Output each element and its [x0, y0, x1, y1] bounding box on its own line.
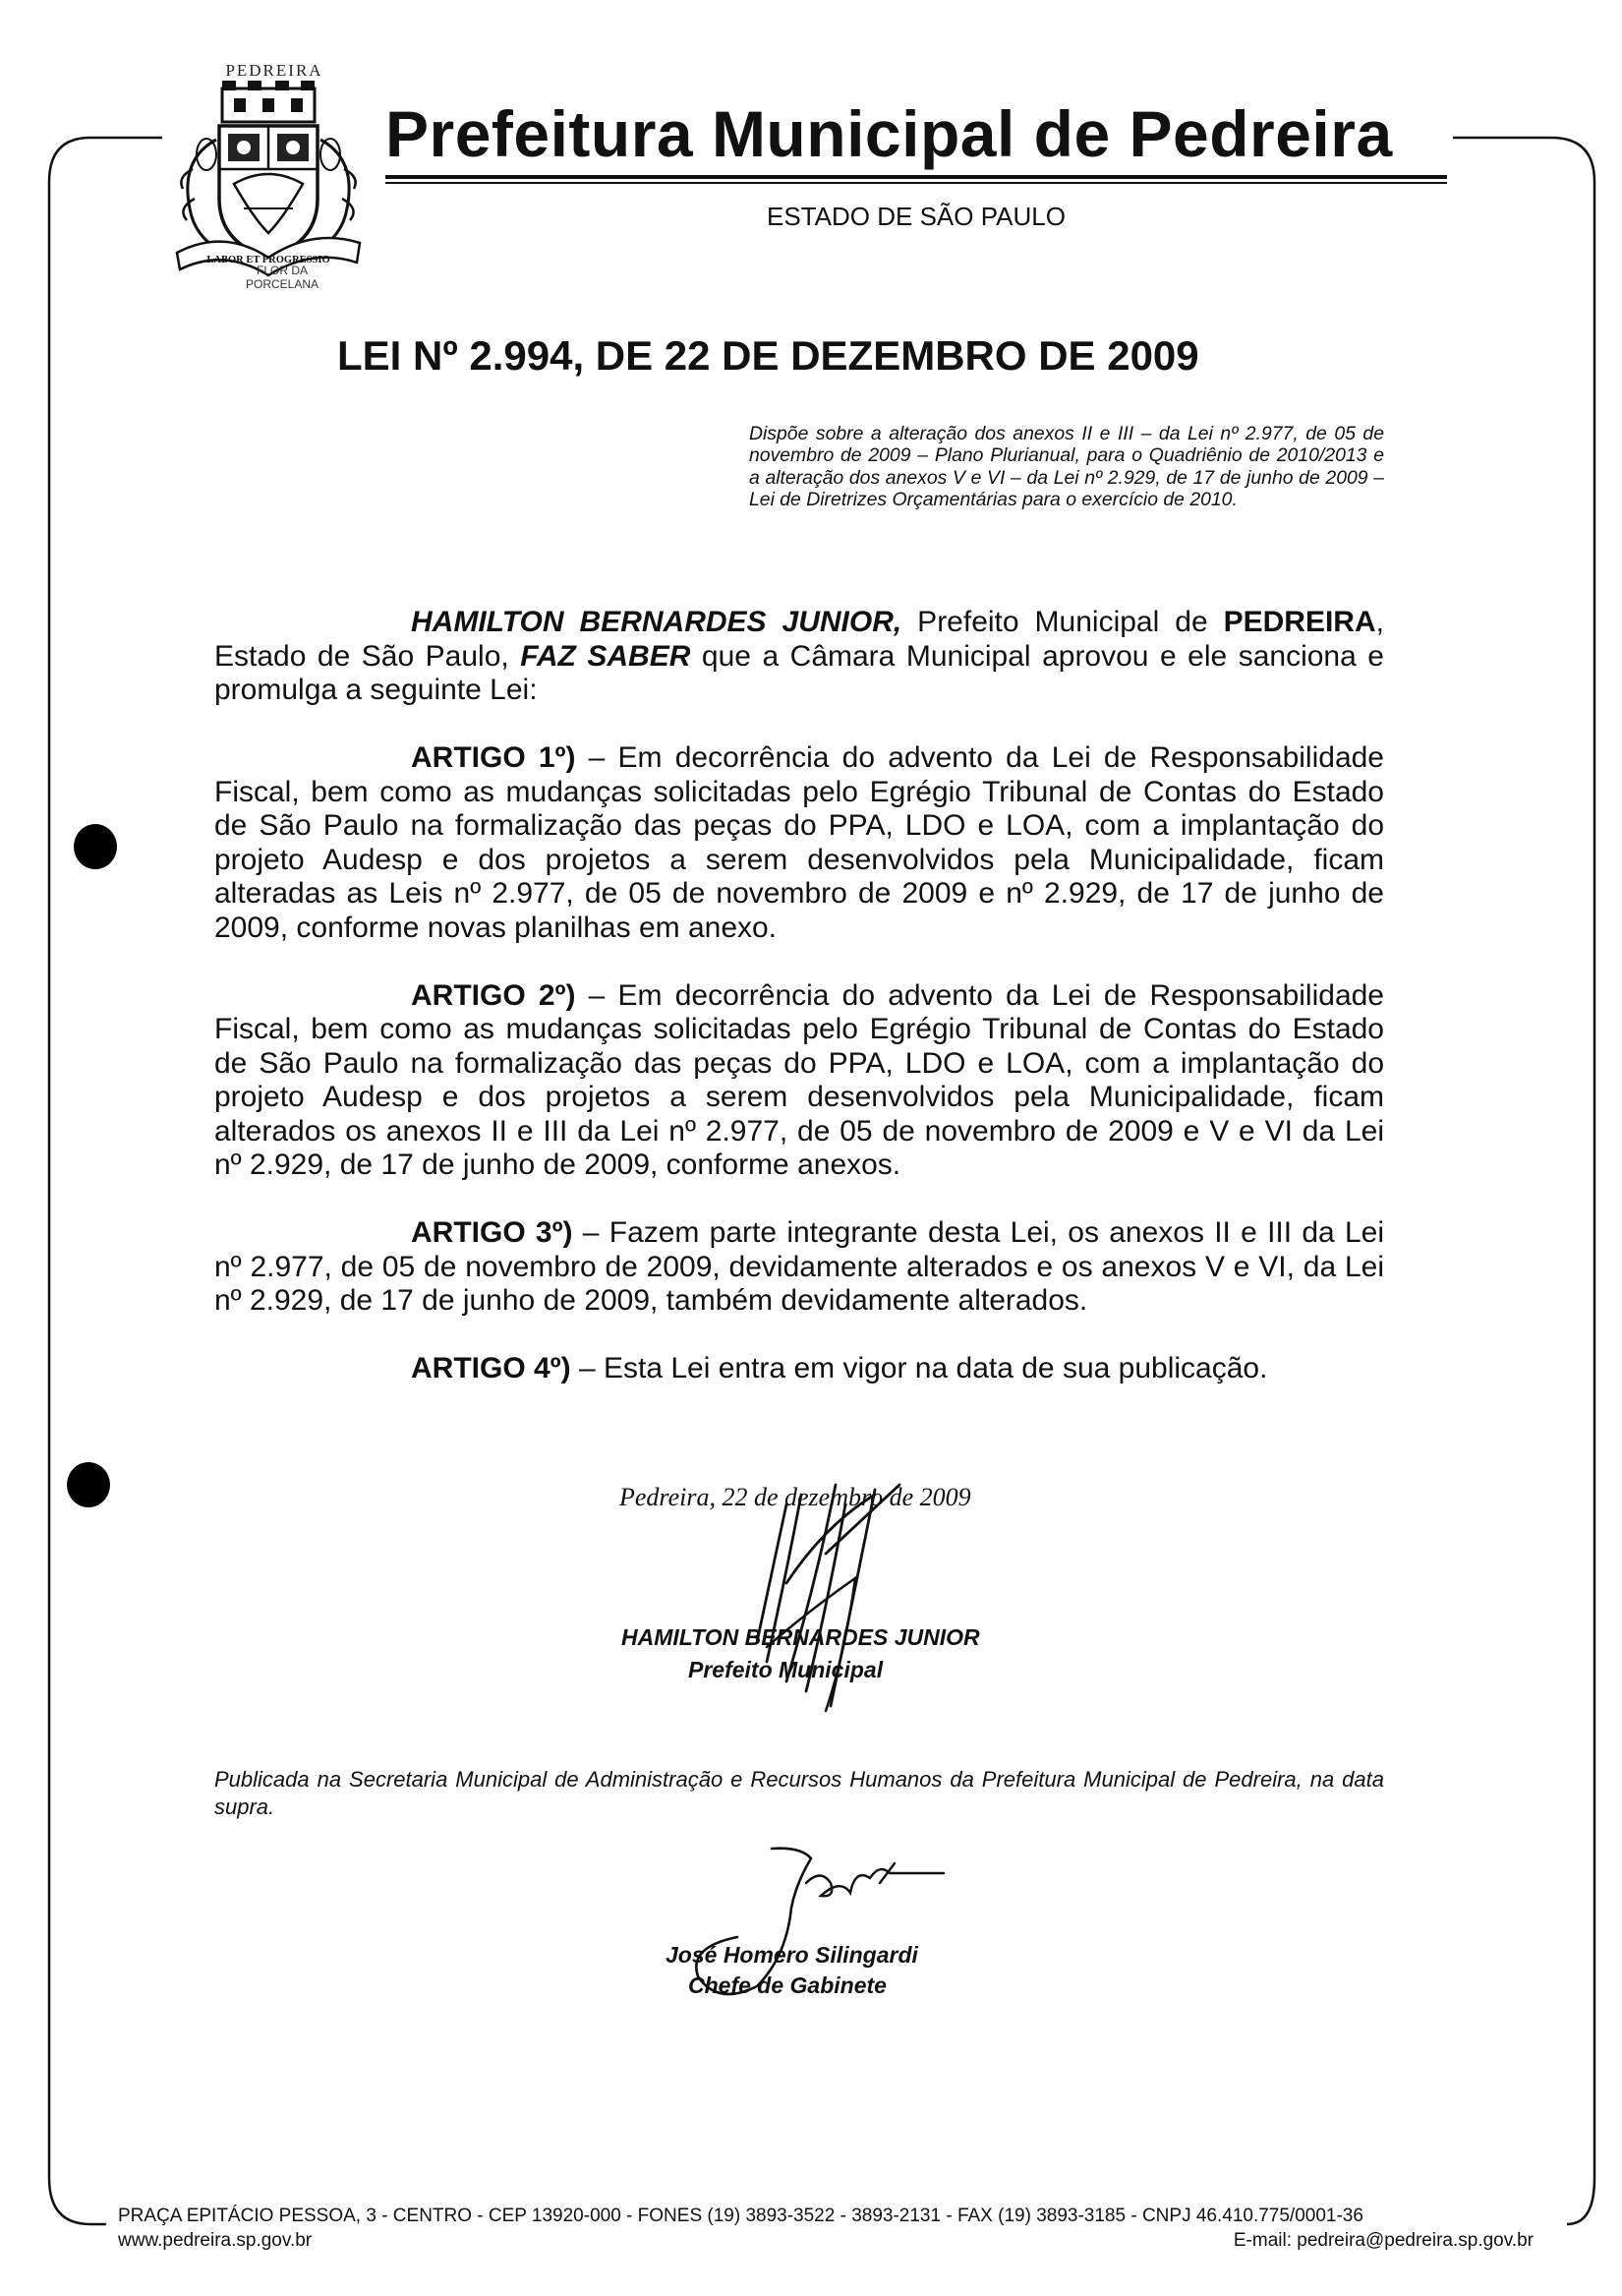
- faz-saber: FAZ SABER: [520, 639, 691, 673]
- header-rule-thick: [385, 175, 1447, 179]
- preamble-text-3: que a Câmara Municipal aprovou e ele sanciona e promulga a seguinte Lei:: [214, 639, 1384, 706]
- coat-of-arms-city-name: PEDREIRA: [225, 61, 323, 80]
- mayor-name: HAMILTON BERNARDES JUNIOR,: [411, 606, 902, 638]
- article-2-text: – Em decorrência do advento da Lei de Responsabilidade Fiscal, bem como as mudanças solicitadas pelo Egrégio Tribunal de Contas do Estado de São Paulo na formalização das peças do PPA, LDO e LOA, com a implantação do projeto Audesp e dos projetos a serem desenvolvidos pela Municipalidade, ficam alterados os anexos II e III da Lei nº 2.977, de 05 de novembro de 2009 e V e VI da Lei nº 2.929, de 17 de junho de 2009, conforme anexos.: [214, 978, 1384, 1181]
- header-subtitle: ESTADO DE SÃO PAULO: [767, 202, 1066, 231]
- law-title: LEI Nº 2.994, DE 22 DE DEZEMBRO DE 2009: [337, 332, 1199, 379]
- footer-email-link[interactable]: E-mail: pedreira@pedreira.sp.gov.br: [1233, 2230, 1534, 2251]
- article-3-text: – Fazem parte integrante desta Lei, os anexos II e III da Lei nº 2.977, de 05 de novembro de 2009, devidamente alterados e os anexos V e VI, da Lei nº 2.929, de 17 de junho de 2009, também devidamente alterados.: [214, 1216, 1384, 1317]
- article-1: [214, 741, 1384, 945]
- law-ementa: Dispõe sobre a alteração dos anexos II e III – da Lei nº 2.977, de 05 de novembro de 2009 – Plano Plurianual, para o Quadriênio de 2010/2013 e a alteração dos anexos V e VI – da Lei nº 2.929, de 17 de junho de 2009 – Lei de Diretrizes Orçamentárias para o exercício de 2010.: [749, 423, 1384, 511]
- law-body: [214, 606, 1384, 1386]
- secretary-name: José Homero Silingardi: [666, 1942, 918, 1968]
- mayor-role-signature: Prefeito Municipal: [688, 1657, 884, 1682]
- article-1-text: – Em decorrência do advento da Lei de Responsabilidade Fiscal, bem como as mudanças solicitadas pelo Egrégio Tribunal de Contas do Estado de São Paulo na formalização das peças do PPA, LDO e LOA, com a implantação do projeto Audesp e dos projetos a serem desenvolvidos pela Municipalidade, ficam alteradas as Leis nº 2.977, de 05 de novembro de 2009 e nº 2.929, de 17 de junho de 2009, conforme novas planilhas em anexo.: [214, 741, 1384, 944]
- article-4-label: ARTIGO 4º): [411, 1352, 571, 1384]
- coat-caption-line-2: PORCELANA: [245, 277, 319, 291]
- punch-hole-upper: [74, 824, 117, 869]
- coat-caption-line-1: FLOR DA: [256, 264, 308, 277]
- punch-hole-lower: [67, 1462, 110, 1507]
- article-3: [214, 1216, 1384, 1319]
- signature-place-date: Pedreira, 22 de dezembro de 2009: [619, 1483, 971, 1511]
- secretary-role: Chefe de Gabinete: [688, 1972, 887, 1998]
- mayor-name-signature: HAMILTON BERNARDES JUNIOR: [621, 1624, 980, 1650]
- preamble-text-1: Prefeito Municipal de: [901, 606, 1224, 638]
- preamble-text-2: , Estado de São Paulo,: [214, 606, 1384, 673]
- article-2: [214, 979, 1384, 1183]
- city-name: PEDREIRA: [1223, 606, 1376, 638]
- header-rule-thin: [385, 182, 1447, 184]
- footer-address: PRAÇA EPITÁCIO PESSOA, 3 - CENTRO - CEP 13920-000 - FONES (19) 3893-3522 - 3893-2131 - FAX (19) 3893-3185 - CNPJ 46.410.775/0001-36: [118, 2206, 1363, 2226]
- article-3-label: ARTIGO 3º): [411, 1216, 573, 1249]
- page-title: Prefeitura Municipal de Pedreira: [385, 97, 1393, 170]
- article-4: [214, 1352, 1384, 1386]
- article-4-text: – Esta Lei entra em vigor na data de sua publicação.: [570, 1352, 1268, 1384]
- article-2-label: ARTIGO 2º): [411, 978, 576, 1012]
- preamble-paragraph: [214, 606, 1384, 708]
- coat-of-arms-motto: LABOR ET PROGRESSIO: [206, 255, 330, 265]
- coat-of-arms-caption: [228, 264, 336, 291]
- footer-website-link[interactable]: www.pedreira.sp.gov.br: [118, 2230, 313, 2251]
- article-1-label: ARTIGO 1º): [411, 741, 576, 774]
- publication-notice: Publicada na Secretaria Municipal de Administração e Recursos Humanos da Prefeitura Municipal de Pedreira, na data supra.: [214, 1767, 1384, 1819]
